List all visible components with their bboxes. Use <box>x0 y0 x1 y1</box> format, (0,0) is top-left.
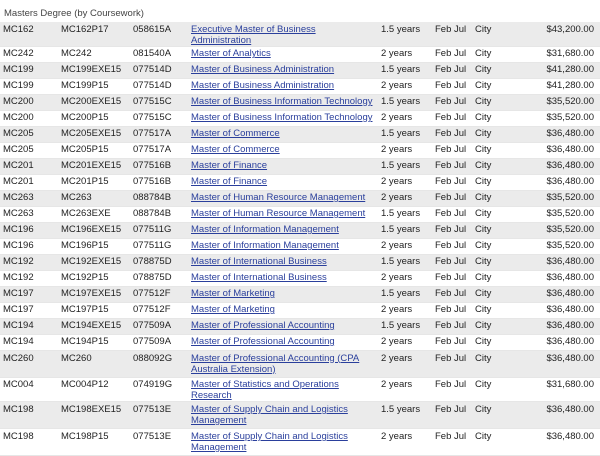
program-version-cell: MC263EXE <box>58 206 130 222</box>
program-code-cell: MC194 <box>0 334 58 350</box>
duration-cell: 1.5 years <box>378 62 432 78</box>
intake-cell: Feb Jul <box>432 46 472 62</box>
table-row <box>0 429 600 456</box>
program-version-cell: MC242 <box>58 46 130 62</box>
duration-cell: 1.5 years <box>378 222 432 238</box>
duration-cell: 2 years <box>378 270 432 286</box>
cricos-code-cell: 088784B <box>130 190 188 206</box>
fee-cell: $31,680.00 <box>514 46 600 62</box>
fee-cell: $36,480.00 <box>514 429 600 456</box>
fee-cell: $43,200.00 <box>514 22 600 46</box>
program-version-cell: MC201P15 <box>58 174 130 190</box>
intake-cell: Feb Jul <box>432 142 472 158</box>
program-link[interactable]: Master of Marketing <box>191 288 275 299</box>
table-row <box>0 142 600 158</box>
fee-cell: $36,480.00 <box>514 402 600 429</box>
program-code-cell: MC199 <box>0 62 58 78</box>
program-version-cell: MC194EXE15 <box>58 318 130 334</box>
location-cell: City <box>472 350 514 377</box>
cricos-code-cell: 077514D <box>130 78 188 94</box>
program-link[interactable]: Master of Commerce <box>191 128 280 139</box>
intake-cell: Feb Jul <box>432 286 472 302</box>
program-link[interactable]: Master of Professional Accounting <box>191 320 335 331</box>
location-cell: City <box>472 429 514 456</box>
table-row <box>0 126 600 142</box>
program-code-cell: MC199 <box>0 78 58 94</box>
program-name-cell <box>188 377 378 402</box>
program-name-cell <box>188 206 378 222</box>
duration-cell: 2 years <box>378 302 432 318</box>
intake-cell: Feb Jul <box>432 254 472 270</box>
fee-cell: $36,480.00 <box>514 334 600 350</box>
fee-cell: $35,520.00 <box>514 238 600 254</box>
program-link[interactable]: Master of Business Information Technology <box>191 112 373 123</box>
intake-cell: Feb Jul <box>432 206 472 222</box>
location-cell: City <box>472 286 514 302</box>
program-link[interactable]: Master of Business Information Technology <box>191 96 373 107</box>
program-version-cell: MC263 <box>58 190 130 206</box>
program-version-cell: MC004P12 <box>58 377 130 402</box>
table-row <box>0 402 600 429</box>
program-version-cell: MC198P15 <box>58 429 130 456</box>
cricos-code-cell: 077515C <box>130 110 188 126</box>
intake-cell: Feb Jul <box>432 158 472 174</box>
program-link[interactable]: Master of International Business <box>191 256 327 267</box>
program-link[interactable]: Master of Professional Accounting <box>191 336 335 347</box>
program-code-cell: MC201 <box>0 158 58 174</box>
intake-cell: Feb Jul <box>432 222 472 238</box>
program-name-cell <box>188 350 378 377</box>
cricos-code-cell: 077514D <box>130 62 188 78</box>
table-row <box>0 254 600 270</box>
program-link[interactable]: Master of Finance <box>191 176 268 187</box>
program-link[interactable]: Master of Marketing <box>191 304 275 315</box>
fee-cell: $36,480.00 <box>514 302 600 318</box>
program-link[interactable]: Master of Statistics and Operations Research <box>191 379 339 401</box>
intake-cell: Feb Jul <box>432 350 472 377</box>
program-code-cell: MC198 <box>0 402 58 429</box>
duration-cell: 1.5 years <box>378 206 432 222</box>
fee-cell: $35,520.00 <box>514 94 600 110</box>
cricos-code-cell: 088092G <box>130 350 188 377</box>
location-cell: City <box>472 190 514 206</box>
program-version-cell: MC200EXE15 <box>58 94 130 110</box>
table-caption: Masters Degree (by Coursework) <box>4 8 144 19</box>
fee-cell: $36,480.00 <box>514 270 600 286</box>
cricos-code-cell: 077513E <box>130 402 188 429</box>
intake-cell: Feb Jul <box>432 62 472 78</box>
program-link[interactable]: Master of Supply Chain and Logistics Management <box>191 404 348 426</box>
cricos-code-cell: 077511G <box>130 238 188 254</box>
program-code-cell: MC194 <box>0 318 58 334</box>
intake-cell: Feb Jul <box>432 377 472 402</box>
intake-cell: Feb Jul <box>432 22 472 46</box>
location-cell: City <box>472 22 514 46</box>
cricos-code-cell: 077516B <box>130 174 188 190</box>
table-row <box>0 350 600 377</box>
program-name-cell <box>188 142 378 158</box>
program-name-cell <box>188 222 378 238</box>
intake-cell: Feb Jul <box>432 270 472 286</box>
program-version-cell: MC200P15 <box>58 110 130 126</box>
table-row <box>0 94 600 110</box>
program-version-cell: MC196EXE15 <box>58 222 130 238</box>
duration-cell: 2 years <box>378 350 432 377</box>
program-name-cell <box>188 78 378 94</box>
fee-cell: $36,480.00 <box>514 318 600 334</box>
program-code-cell: MC263 <box>0 190 58 206</box>
fee-cell: $35,520.00 <box>514 222 600 238</box>
program-code-cell: MC200 <box>0 94 58 110</box>
program-name-cell <box>188 286 378 302</box>
table-row <box>0 22 600 46</box>
duration-cell: 2 years <box>378 429 432 456</box>
program-code-cell: MC197 <box>0 302 58 318</box>
duration-cell: 2 years <box>378 238 432 254</box>
program-link[interactable]: Master of Business Administration <box>191 80 335 91</box>
program-name-cell <box>188 302 378 318</box>
program-code-cell: MC196 <box>0 222 58 238</box>
intake-cell: Feb Jul <box>432 238 472 254</box>
table-row <box>0 222 600 238</box>
duration-cell: 2 years <box>378 78 432 94</box>
intake-cell: Feb Jul <box>432 318 472 334</box>
program-code-cell: MC205 <box>0 126 58 142</box>
intake-cell: Feb Jul <box>432 174 472 190</box>
duration-cell: 2 years <box>378 377 432 402</box>
location-cell: City <box>472 78 514 94</box>
table-row <box>0 302 600 318</box>
table-row <box>0 377 600 402</box>
location-cell: City <box>472 270 514 286</box>
cricos-code-cell: 081540A <box>130 46 188 62</box>
duration-cell: 2 years <box>378 110 432 126</box>
location-cell: City <box>472 377 514 402</box>
cricos-code-cell: 078875D <box>130 254 188 270</box>
location-cell: City <box>472 142 514 158</box>
fee-cell: $41,280.00 <box>514 62 600 78</box>
program-name-cell <box>188 334 378 350</box>
table-row <box>0 270 600 286</box>
duration-cell: 2 years <box>378 334 432 350</box>
intake-cell: Feb Jul <box>432 190 472 206</box>
location-cell: City <box>472 158 514 174</box>
cricos-code-cell: 078875D <box>130 270 188 286</box>
program-name-cell <box>188 46 378 62</box>
fee-cell: $35,520.00 <box>514 190 600 206</box>
program-name-cell <box>188 22 378 46</box>
duration-cell: 1.5 years <box>378 158 432 174</box>
duration-cell: 1.5 years <box>378 318 432 334</box>
table-row <box>0 46 600 62</box>
cricos-code-cell: 077513E <box>130 429 188 456</box>
program-link[interactable]: Master of Supply Chain and Logistics Management <box>191 431 348 453</box>
location-cell: City <box>472 174 514 190</box>
program-code-cell: MC192 <box>0 254 58 270</box>
table-row <box>0 110 600 126</box>
table-row <box>0 206 600 222</box>
location-cell: City <box>472 334 514 350</box>
cricos-code-cell: 058615A <box>130 22 188 46</box>
cricos-code-cell: 077509A <box>130 318 188 334</box>
program-link[interactable]: Executive Master of Business Administration <box>191 23 316 46</box>
program-name-cell <box>188 254 378 270</box>
program-link[interactable]: Master of Professional Accounting (CPA Australia Extension) <box>191 352 360 375</box>
program-name-cell <box>188 174 378 190</box>
program-name-cell <box>188 158 378 174</box>
location-cell: City <box>472 62 514 78</box>
duration-cell: 1.5 years <box>378 126 432 142</box>
program-code-cell: MC200 <box>0 110 58 126</box>
table-row <box>0 174 600 190</box>
duration-cell: 2 years <box>378 174 432 190</box>
program-name-cell <box>188 270 378 286</box>
program-version-cell: MC197P15 <box>58 302 130 318</box>
program-code-cell: MC201 <box>0 174 58 190</box>
program-code-cell: MC162 <box>0 22 58 46</box>
table-row <box>0 286 600 302</box>
program-name-cell <box>188 190 378 206</box>
program-link[interactable]: Master of Information Management <box>191 224 339 235</box>
cricos-code-cell: 077517A <box>130 142 188 158</box>
intake-cell: Feb Jul <box>432 110 472 126</box>
location-cell: City <box>472 254 514 270</box>
cricos-code-cell: 077509A <box>130 334 188 350</box>
intake-cell: Feb Jul <box>432 429 472 456</box>
program-code-cell: MC263 <box>0 206 58 222</box>
duration-cell: 1.5 years <box>378 286 432 302</box>
program-name-cell <box>188 318 378 334</box>
program-version-cell: MC205P15 <box>58 142 130 158</box>
program-code-cell: MC242 <box>0 46 58 62</box>
program-link[interactable]: Master of International Business <box>191 272 327 283</box>
intake-cell: Feb Jul <box>432 78 472 94</box>
intake-cell: Feb Jul <box>432 402 472 429</box>
program-link[interactable]: Master of Human Resource Management <box>191 192 366 203</box>
program-fees-table <box>0 22 600 456</box>
cricos-code-cell: 077515C <box>130 94 188 110</box>
table-row <box>0 62 600 78</box>
program-version-cell: MC194P15 <box>58 334 130 350</box>
intake-cell: Feb Jul <box>432 94 472 110</box>
cricos-code-cell: 077512F <box>130 302 188 318</box>
program-link[interactable]: Master of Commerce <box>191 144 280 155</box>
cricos-code-cell: 077512F <box>130 286 188 302</box>
fee-cell: $36,480.00 <box>514 174 600 190</box>
cricos-code-cell: 077511G <box>130 222 188 238</box>
table-row <box>0 238 600 254</box>
duration-cell: 1.5 years <box>378 94 432 110</box>
location-cell: City <box>472 222 514 238</box>
program-version-cell: MC192EXE15 <box>58 254 130 270</box>
program-name-cell <box>188 429 378 456</box>
location-cell: City <box>472 238 514 254</box>
fee-cell: $36,480.00 <box>514 126 600 142</box>
program-version-cell: MC260 <box>58 350 130 377</box>
intake-cell: Feb Jul <box>432 126 472 142</box>
location-cell: City <box>472 46 514 62</box>
program-code-cell: MC192 <box>0 270 58 286</box>
program-version-cell: MC198EXE15 <box>58 402 130 429</box>
table-row <box>0 334 600 350</box>
location-cell: City <box>472 126 514 142</box>
table-body <box>0 22 600 456</box>
program-link[interactable]: Master of Information Management <box>191 240 339 251</box>
duration-cell: 2 years <box>378 46 432 62</box>
location-cell: City <box>472 110 514 126</box>
table-row <box>0 158 600 174</box>
program-name-cell <box>188 238 378 254</box>
program-version-cell: MC199EXE15 <box>58 62 130 78</box>
program-name-cell <box>188 94 378 110</box>
program-version-cell: MC199P15 <box>58 78 130 94</box>
duration-cell: 1.5 years <box>378 254 432 270</box>
fee-cell: $36,480.00 <box>514 142 600 158</box>
fee-cell: $31,680.00 <box>514 377 600 402</box>
cricos-code-cell: 088784B <box>130 206 188 222</box>
program-version-cell: MC196P15 <box>58 238 130 254</box>
location-cell: City <box>472 402 514 429</box>
program-version-cell: MC205EXE15 <box>58 126 130 142</box>
program-code-cell: MC260 <box>0 350 58 377</box>
program-link[interactable]: Master of Finance <box>191 160 268 171</box>
program-version-cell: MC197EXE15 <box>58 286 130 302</box>
location-cell: City <box>472 302 514 318</box>
fee-cell: $35,520.00 <box>514 206 600 222</box>
duration-cell: 2 years <box>378 190 432 206</box>
program-version-cell: MC192P15 <box>58 270 130 286</box>
fee-cell: $41,280.00 <box>514 78 600 94</box>
program-link[interactable]: Master of Human Resource Management <box>191 208 366 219</box>
program-code-cell: MC004 <box>0 377 58 402</box>
fee-cell: $36,480.00 <box>514 254 600 270</box>
fee-cell: $36,480.00 <box>514 158 600 174</box>
duration-cell: 1.5 years <box>378 402 432 429</box>
intake-cell: Feb Jul <box>432 334 472 350</box>
table-row <box>0 78 600 94</box>
program-version-cell: MC201EXE15 <box>58 158 130 174</box>
fee-cell: $35,520.00 <box>514 110 600 126</box>
fee-cell: $36,480.00 <box>514 286 600 302</box>
location-cell: City <box>472 94 514 110</box>
intake-cell: Feb Jul <box>432 302 472 318</box>
program-name-cell <box>188 402 378 429</box>
cricos-code-cell: 077517A <box>130 126 188 142</box>
location-cell: City <box>472 318 514 334</box>
cricos-code-cell: 074919G <box>130 377 188 402</box>
duration-cell: 2 years <box>378 142 432 158</box>
program-code-cell: MC197 <box>0 286 58 302</box>
program-code-cell: MC198 <box>0 429 58 456</box>
program-name-cell <box>188 62 378 78</box>
duration-cell: 1.5 years <box>378 22 432 46</box>
cricos-code-cell: 077516B <box>130 158 188 174</box>
table-row <box>0 190 600 206</box>
program-link[interactable]: Master of Analytics <box>191 48 271 59</box>
program-name-cell <box>188 110 378 126</box>
program-code-cell: MC196 <box>0 238 58 254</box>
fee-cell: $36,480.00 <box>514 350 600 377</box>
table-row <box>0 318 600 334</box>
program-name-cell <box>188 126 378 142</box>
program-version-cell: MC162P17 <box>58 22 130 46</box>
program-code-cell: MC205 <box>0 142 58 158</box>
program-link[interactable]: Master of Business Administration <box>191 64 335 75</box>
location-cell: City <box>472 206 514 222</box>
